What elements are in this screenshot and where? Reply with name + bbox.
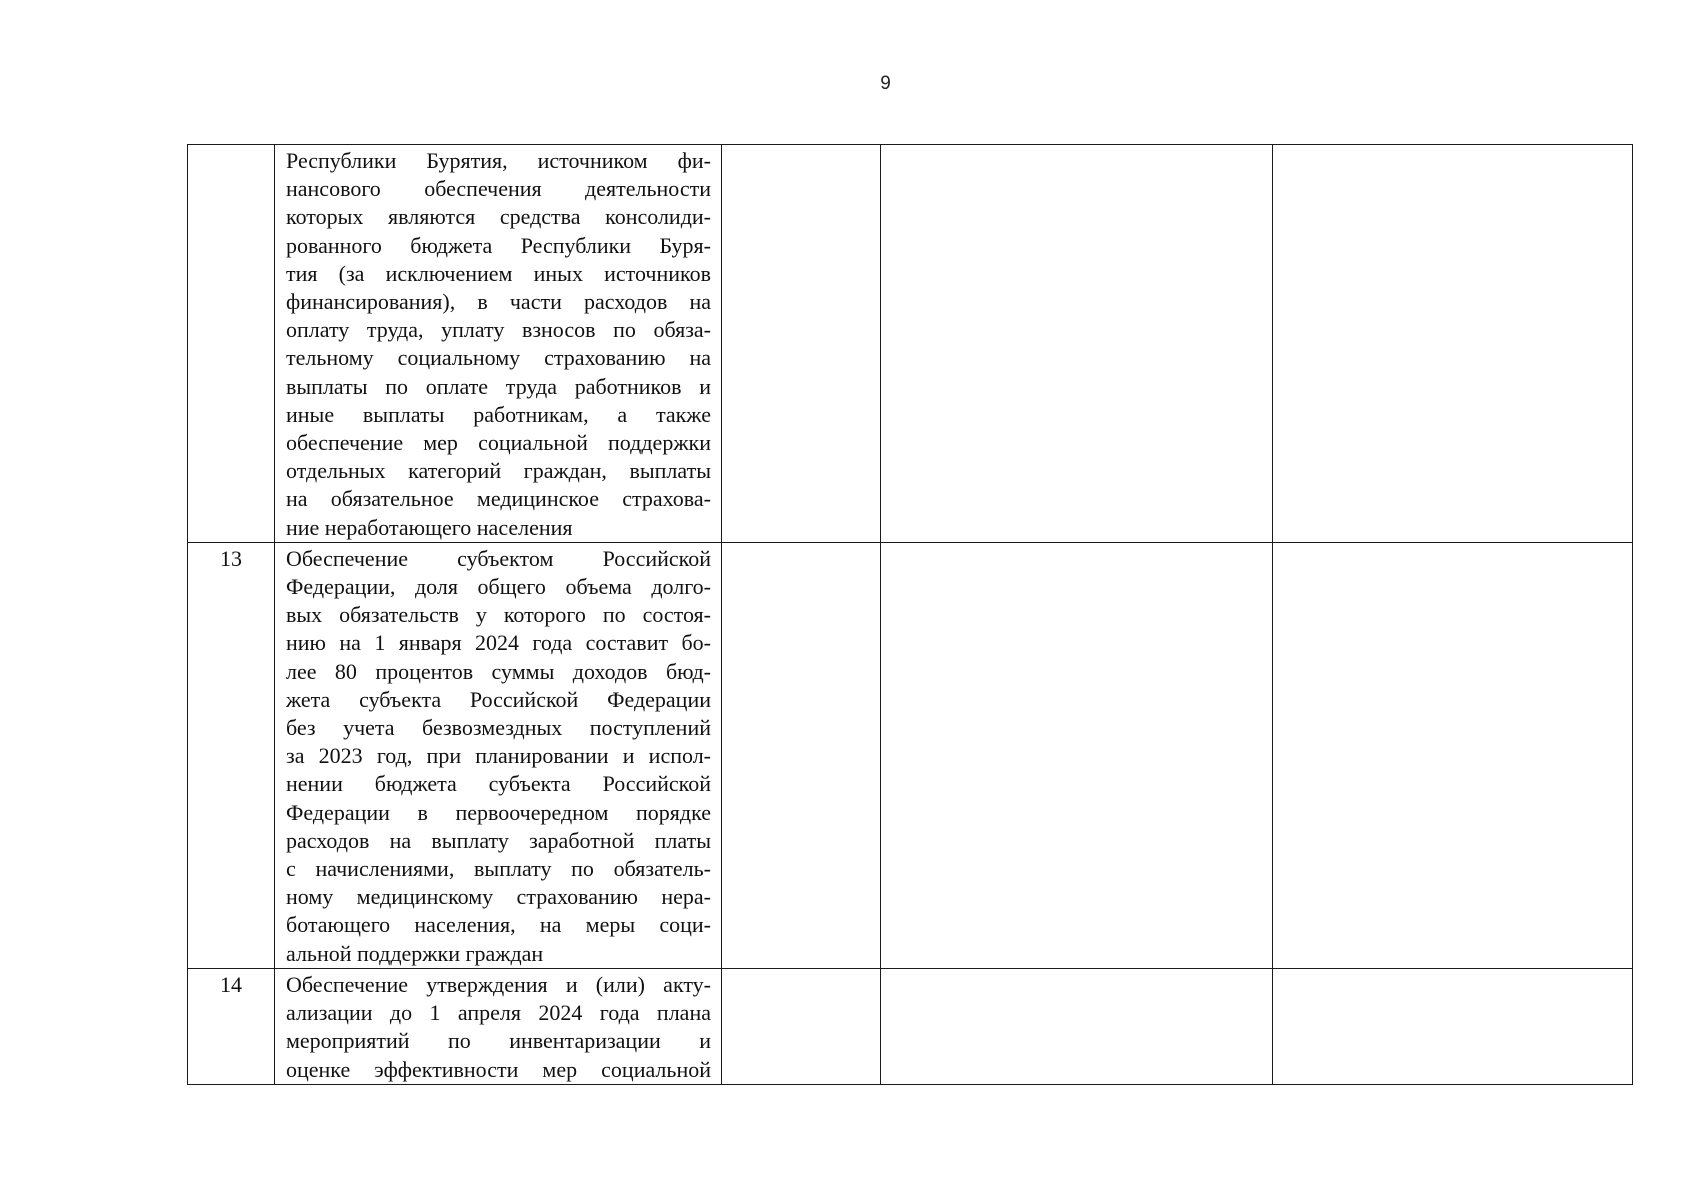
text-line: Обеспечение утверждения и (или) акту- [286,971,711,997]
text-line: отдельных категорий граждан, выплаты [286,458,711,484]
row-text-cell [275,145,722,543]
empty-cell [1273,968,1633,1084]
text-line: за 2023 год, при планировании и испол- [286,743,711,769]
text-line: нию на 1 января 2024 года составит бо- [286,630,711,656]
text-line: Федерации, доля общего объема долго- [286,574,711,600]
empty-cell [722,145,881,543]
text-line: с начислениями, выплату по обязатель- [286,856,711,882]
table-row [188,145,1633,543]
text-line: оплату труда, уплату взносов по обяза- [286,317,711,343]
text-line: жета субъекта Российской Федерации [286,686,711,712]
text-line: тия (за исключением иных источников [286,260,711,286]
text-line: вых обязательств у которого по состоя- [286,602,711,628]
text-line: оценке эффективности мер социальной [286,1056,711,1082]
text-line: ние неработающего населения [286,514,573,540]
table-row [188,542,1633,968]
text-line: без учета безвозмездных поступлений [286,715,711,741]
text-line: мероприятий по инвентаризации и [286,1028,711,1054]
text-line: лее 80 процентов суммы доходов бюд- [286,658,711,684]
text-line: выплаты по оплате труда работников и [286,373,711,399]
empty-cell [1273,542,1633,968]
text-line: ботающего населения, на меры соци- [286,912,711,938]
text-line: иные выплаты работникам, а также [286,401,711,427]
row-number-cell: 13 [188,542,275,968]
text-line: Федерации в первоочередном порядке [286,799,711,825]
empty-cell [1273,145,1633,543]
text-line: ализации до 1 апреля 2024 года плана [286,1000,711,1026]
document-table [187,144,1633,1085]
empty-cell [722,968,881,1084]
empty-cell [881,968,1273,1084]
row-number-cell: 14 [188,968,275,1084]
text-line: тельному социальному страхованию на [286,345,711,371]
text-line: расходов на выплату заработной платы [286,827,711,853]
page-number: 9 [880,73,891,94]
text-line: ному медицинскому страхованию нера- [286,884,711,910]
text-line: финансирования), в части расходов на [286,289,711,315]
table-row [188,968,1633,1084]
row-text-cell [275,542,722,968]
row-text-cell [275,968,722,1084]
text-line: нении бюджета субъекта Российской [286,771,711,797]
text-line: на обязательное медицинское страхова- [286,486,711,512]
text-line: рованного бюджета Республики Буря- [286,232,711,258]
empty-cell [881,145,1273,543]
text-line: которых являются средства консолиди- [286,204,711,230]
text-line: обеспечение мер социальной поддержки [286,430,711,456]
text-line: нансового обеспечения деятельности [286,176,711,202]
text-line: Обеспечение субъектом Российской [286,545,711,571]
text-line: Республики Бурятия, источником фи- [286,148,711,173]
row-number-cell [188,145,275,543]
empty-cell [881,542,1273,968]
empty-cell [722,542,881,968]
text-line: альной поддержки граждан [286,940,544,966]
